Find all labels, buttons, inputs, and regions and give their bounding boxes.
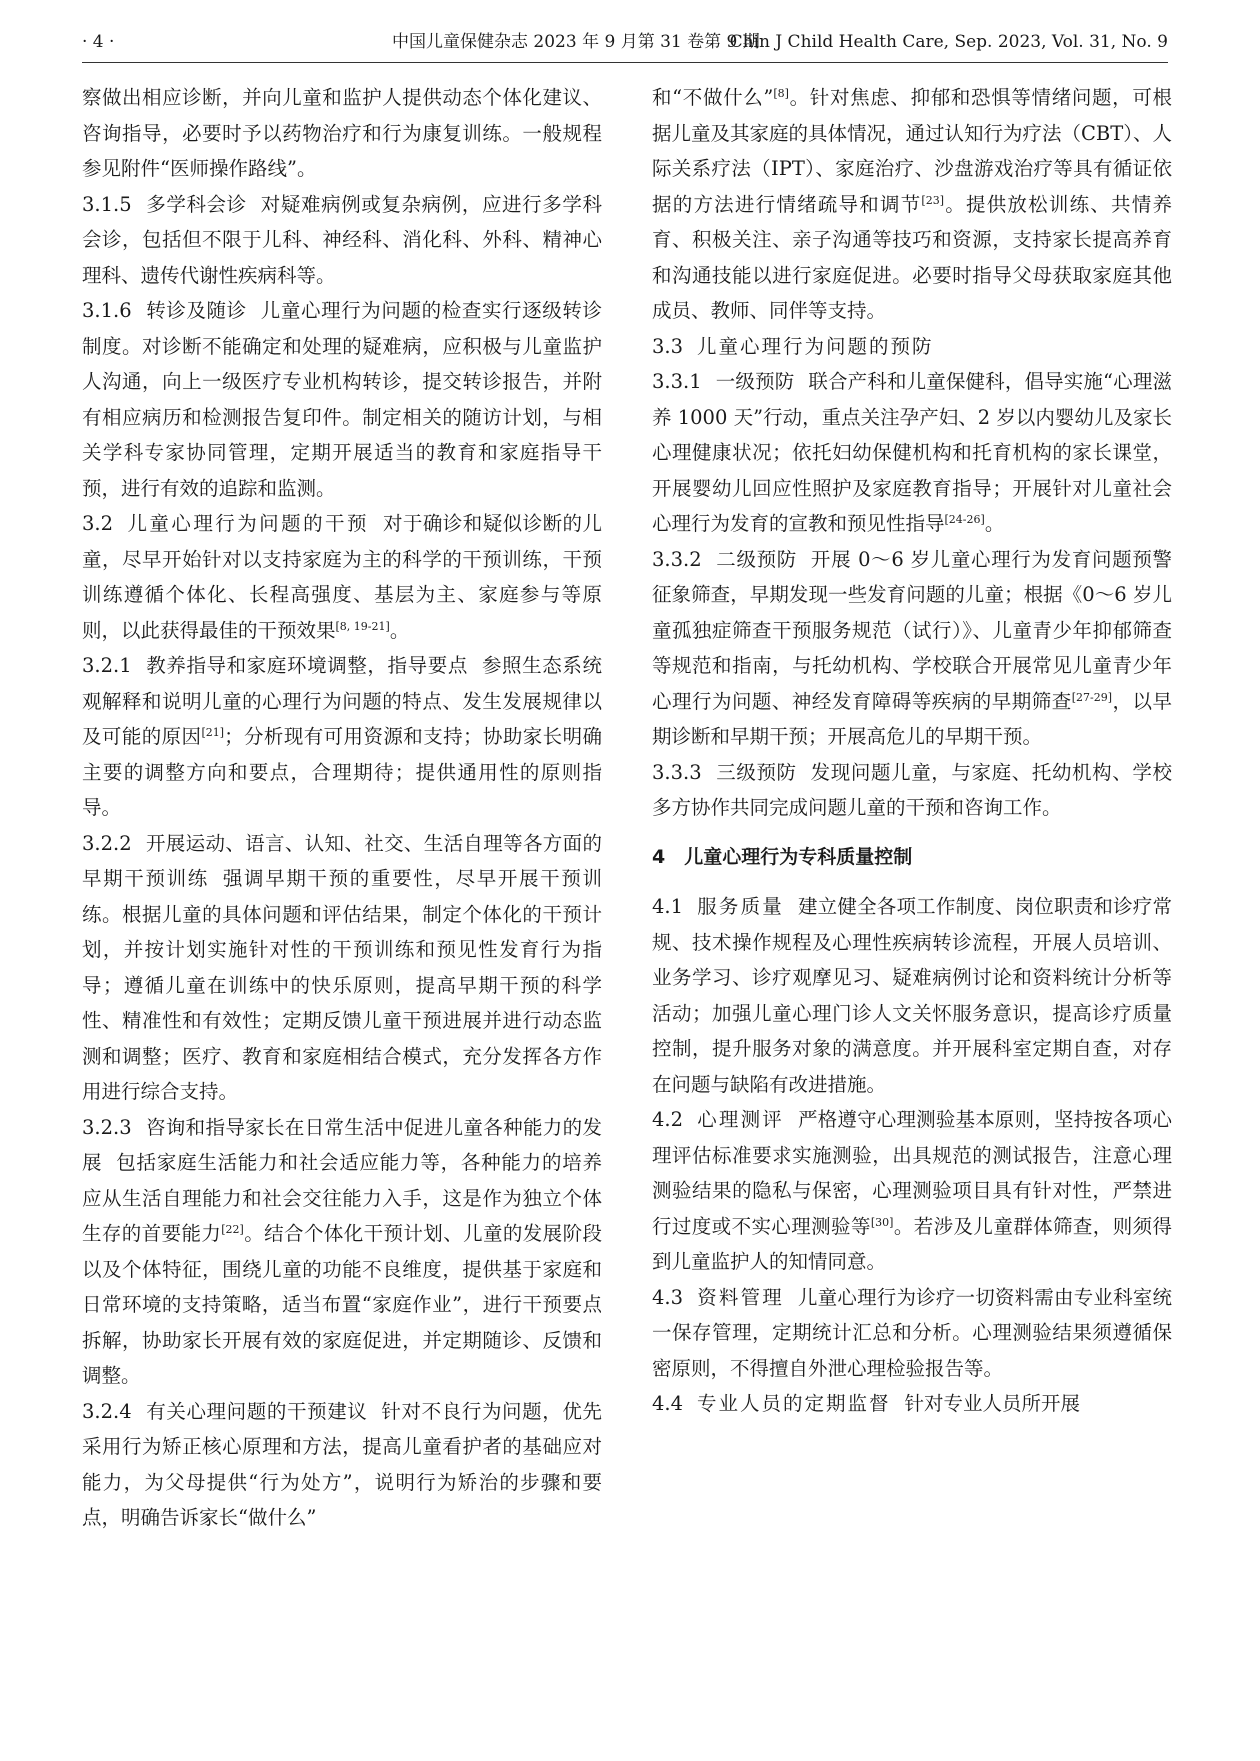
- section-number: 3.3: [652, 334, 684, 358]
- paragraph: [652, 1280, 1172, 1387]
- paragraph-text: ，以早期诊断和早期干预；开展高危儿的早期干预。: [652, 689, 1172, 748]
- paragraph: [82, 187, 602, 294]
- paragraph: [652, 1386, 1172, 1422]
- section-title: 多学科会诊: [145, 192, 247, 216]
- paragraph-text: 开展 0～6 岁儿童心理行为发育问题预警征象筛查，早期发现一些发育问题的儿童；根据《0～6 岁儿童孤独症筛查干预服务规范（试行）》、儿童青少年抑郁筛查等规范和指南，与托幼机构、学校联合开展常见儿童青少年心理行为问题、神经发育障碍等疾病的早期筛查: [652, 547, 1172, 713]
- journal-title-en: Chin J Child Health Care, Sep. 2023, Vol. 31, No. 9: [729, 32, 1168, 52]
- paragraph: [82, 648, 602, 826]
- paragraph-text: 建立健全各项工作制度、岗位职责和诊疗常规、技术操作规程及心理性疾病转诊流程，开展人员培训、业务学习、诊疗观摩见习、疑难病例讨论和资料统计分析等活动；加强儿童心理门诊人文关怀服务意识，提高诊疗质量控制，提升服务对象的满意度。并开展科室定期自查，对存在问题与缺陷有改进措施。: [652, 895, 1172, 1096]
- paragraph-text: 强调早期干预的重要性，尽早开展干预训练。根据儿童的具体问题和评估结果，制定个体化的干预计划，并按计划实施针对性的干预训练和预见性发育行为指导；遵循儿童在训练中的快乐原则，提高早期干预的科学性、精准性和有效性；定期反馈儿童干预进展并进行动态监测和调整；医疗、教育和家庭相结合模式，充分发挥各方作用进行综合支持。: [82, 867, 602, 1103]
- citation: [23]: [921, 193, 945, 207]
- section-title: 教养指导和家庭环境调整，指导要点: [145, 654, 468, 677]
- section-number: 3.2.1: [82, 654, 132, 677]
- section-number: 3.3.2: [652, 547, 702, 571]
- section-title: 资料管理: [697, 1285, 784, 1309]
- section-title: 二级预防: [715, 547, 797, 571]
- paragraph: [82, 506, 602, 648]
- paragraph-text: 针对不良行为问题，优先采用行为矫正核心原理和方法，提高儿童看护者的基础应对能力，为父母提供“行为处方”，说明行为矫治的步骤和要点，明确告诉家长“做什么”: [82, 1399, 602, 1529]
- paragraph: [652, 80, 1172, 329]
- right-column: [652, 80, 1172, 1422]
- paragraph: [652, 889, 1172, 1102]
- paragraph-text: 儿童心理行为诊疗一切资料需由专业科室统一保存管理，定期统计汇总和分析。心理测验结果须遵循保密原则，不得擅自外泄心理检验报告等。: [652, 1285, 1172, 1380]
- paragraph-text: ；分析现有可用资源和支持；协助家长明确主要的调整方向和要点，合理期待；提供通用性的原则指导。: [82, 725, 602, 819]
- section-number: 3.2.4: [82, 1399, 132, 1423]
- section-title: 服务质量: [697, 895, 784, 918]
- paragraph: [652, 755, 1172, 826]
- section-number: 4.3: [652, 1285, 684, 1309]
- section-number: 4.4: [652, 1392, 684, 1415]
- section-number: 3.3.3: [652, 760, 702, 784]
- paragraph-text: 和“不做什么”: [652, 86, 774, 109]
- section-title: 转诊及随诊: [145, 299, 247, 322]
- citation: [8]: [773, 87, 789, 100]
- paragraph: [652, 1102, 1172, 1280]
- paragraph-text: 。提供放松训练、共情养育、积极关注、亲子沟通等技巧和资源，支持家长提高养育和沟通技能以进行家庭促进。必要时指导父母获取家庭其他成员、教师、同伴等支持。: [652, 192, 1172, 322]
- paragraph: [82, 80, 602, 187]
- left-column: [82, 80, 602, 1536]
- paragraph-text: 联合产科和儿童保健科，倡导实施“心理滋养 1000 天”行动，重点关注孕产妇、2 岁以内婴幼儿及家长心理健康状况；依托妇幼保健机构和托育机构的家长课堂，开展婴幼儿回应性照护及家庭教育指导；开展针对儿童社会心理行为发育的宣教和预见性指导: [652, 370, 1172, 535]
- paragraph-text: 察做出相应诊断，并向儿童和监护人提供动态个体化建议、咨询指导，必要时予以药物治疗和行为康复训练。一般规程参见附件“医师操作路线”。: [82, 86, 602, 180]
- citation: [22]: [221, 1223, 244, 1236]
- section-title: 专业人员的定期监督: [697, 1392, 891, 1415]
- section-heading: 4 儿童心理行为专科质量控制: [652, 845, 913, 868]
- paragraph: [652, 364, 1172, 542]
- paragraph-text: 。若涉及儿童群体筛查，则须得到儿童监护人的知情同意。: [652, 1214, 1172, 1273]
- section-title: 有关心理问题的干预建议: [145, 1399, 368, 1423]
- section-number: 3.3.1: [652, 370, 702, 393]
- citation: [21]: [201, 726, 225, 739]
- citation: [8, 19-21]: [335, 619, 390, 633]
- paragraph: [82, 1394, 602, 1536]
- paragraph-text: 参照生态系统观解释和说明儿童的心理行为问题的特点、发生发展规律以及可能的原因: [82, 654, 602, 748]
- section-title: 心理测评: [697, 1108, 784, 1131]
- section-number: 3.2.2: [82, 831, 132, 855]
- section-number: 4.1: [652, 895, 684, 918]
- section-number: 3.2: [82, 512, 114, 535]
- section-title: 咨询和指导家长在日常生活中促进儿童各种能力的发展: [82, 1115, 602, 1174]
- paragraph-text: 。结合个体化干预计划、儿童的发展阶段以及个体特征，围绕儿童的功能不良维度，提供基于家庭和日常环境的支持策略，适当布置“家庭作业”，进行干预要点拆解，协助家长开展有效的家庭促进，并定期随诊、反馈和调整。: [82, 1222, 602, 1387]
- paragraph-text: 对于确诊和疑似诊断的儿童，尽早开始针对以支持家庭为主的科学的干预训练，干预训练遵循个体化、长程高强度、基层为主、家庭参与等原则，以此获得最佳的干预效果: [82, 512, 602, 642]
- page-header: [82, 26, 1168, 58]
- section-title: 儿童心理行为问题的干预: [127, 512, 369, 535]
- journal-title-cn: 中国儿童保健杂志 2023 年 9 月第 31 卷第 9 期: [392, 32, 760, 52]
- citation: [27-29]: [1071, 690, 1113, 704]
- header-rule: [82, 62, 1168, 63]
- paragraph-text: 对疑难病例或复杂病例，应进行多学科会诊，包括但不限于儿科、神经科、消化科、外科、精神心理科、遗传代谢性疾病科等。: [82, 192, 602, 287]
- page-number: · 4 ·: [82, 32, 115, 52]
- citation: [30]: [870, 1215, 894, 1229]
- section-number: 3.1.6: [82, 299, 132, 322]
- paragraph: [652, 542, 1172, 755]
- paragraph-text: 包括家庭生活能力和社会适应能力等，各种能力的培养应从生活自理能力和社会交往能力入手，这是作为独立个体生存的首要能力: [82, 1151, 602, 1245]
- paragraph-text: 严格遵守心理测验基本原则，坚持按各项心理评估标准要求实施测验，出具规范的测试报告，注意心理测验结果的隐私与保密，心理测验项目具有针对性，严禁进行过度或不实心理测验等: [652, 1108, 1172, 1238]
- paragraph-text: 。: [389, 618, 410, 642]
- section-number: 3.2.3: [82, 1115, 132, 1139]
- section-title: 开展运动、语言、认知、社交、生活自理等各方面的早期干预训练: [82, 831, 602, 890]
- section-number: 3.1.5: [82, 192, 132, 216]
- paragraph-text: 儿童心理行为问题的检查实行逐级转诊制度。对诊断不能确定和处理的疑难病，应积极与儿童监护人沟通，向上一级医疗专业机构转诊，提交转诊报告，并附有相应病历和检测报告复印件。制定相关的随访计划，与相关学科专家协同管理，定期开展适当的教育和家庭指导干预，进行有效的追踪和监测。: [82, 299, 602, 500]
- paragraph: [82, 1110, 602, 1394]
- paragraph: [82, 826, 602, 1110]
- paragraph-text: 。: [984, 512, 1005, 535]
- paragraph-text: 针对专业人员所开展: [904, 1392, 1081, 1415]
- section-title: 一级预防: [715, 370, 795, 393]
- paragraph-text: 。针对焦虑、抑郁和恐惧等情绪问题，可根据儿童及其家庭的具体情况，通过认知行为疗法（CBT）、人际关系疗法（IPT）、家庭治疗、沙盘游戏治疗等具有循证依据的方法进行情绪疏导和调节: [652, 86, 1173, 216]
- paragraph: [652, 329, 1172, 365]
- section-title: 三级预防: [715, 760, 797, 784]
- section-number: 4.2: [652, 1108, 684, 1131]
- paragraph-text: 发现问题儿童，与家庭、托幼机构、学校多方协作共同完成问题儿童的干预和咨询工作。: [652, 760, 1172, 819]
- paragraph: [82, 293, 602, 506]
- citation: [24-26]: [944, 513, 985, 526]
- section-title: 儿童心理行为问题的预防: [697, 334, 934, 358]
